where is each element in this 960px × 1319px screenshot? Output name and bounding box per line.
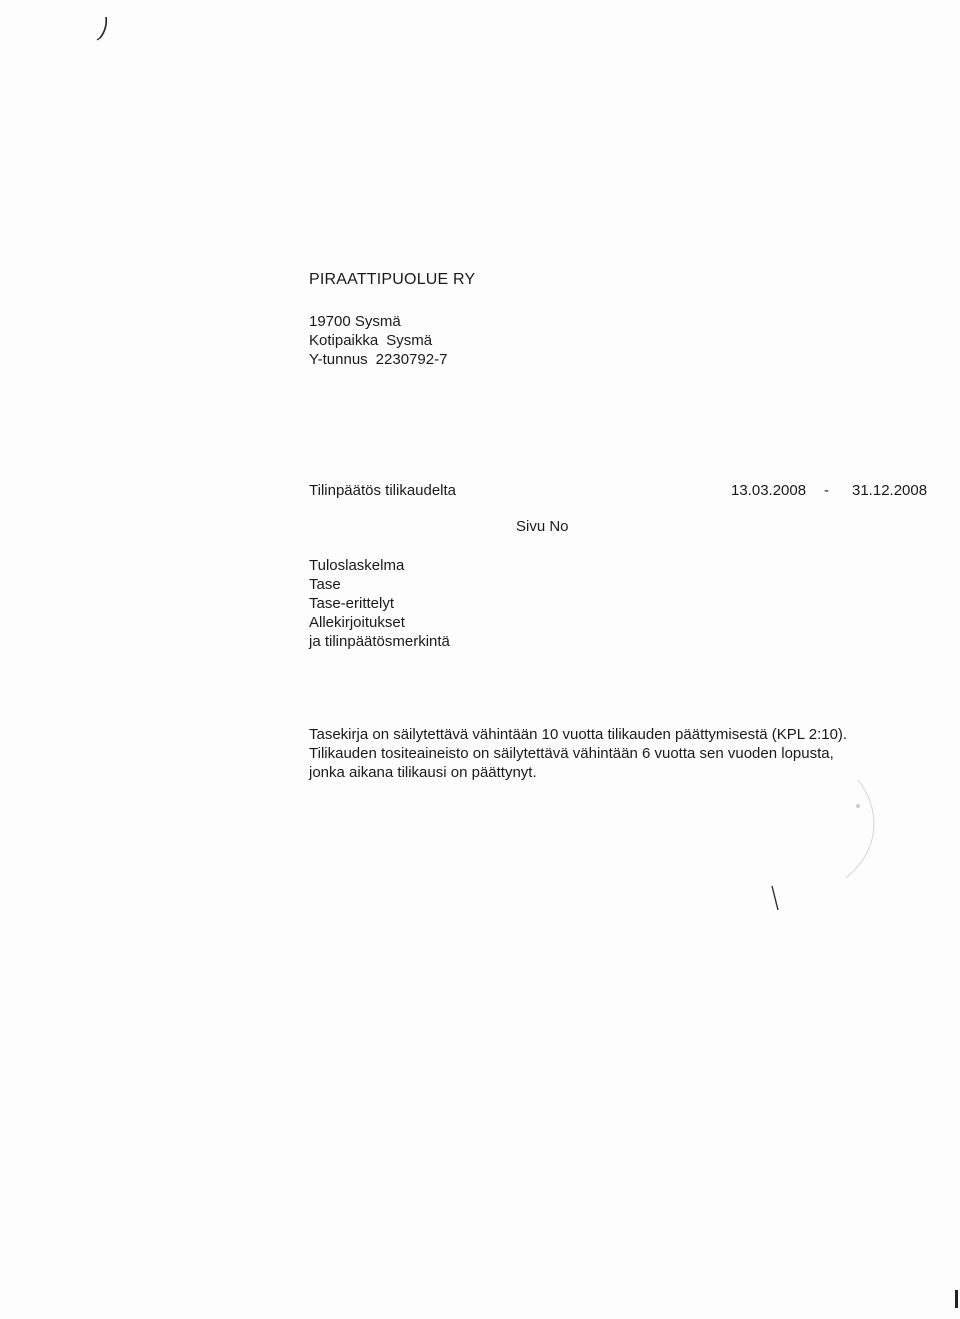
domicile-row: [309, 332, 432, 349]
business-id-row: [309, 351, 447, 368]
contents-item: Tuloslaskelma: [309, 557, 405, 574]
retention-notes: [309, 725, 847, 782]
note-line: jonka aikana tilikausi on päättynyt.: [309, 764, 537, 781]
period-title: Tilinpäätös tilikaudelta: [309, 482, 457, 499]
business-id-label: Y-tunnus: [309, 351, 368, 368]
period-end-date: 31.12.2008: [852, 482, 928, 499]
page-column-header: Sivu No: [516, 518, 569, 535]
period-start-date: 13.03.2008: [731, 482, 807, 499]
scan-edge-mark: [955, 1290, 958, 1308]
postal-address: 19700 Sysmä: [309, 313, 401, 330]
domicile-value: Sysmä: [386, 332, 433, 349]
note-line: Tilikauden tositeaineisto on säilytettävä vähintään 6 vuotta sen vuoden lopusta,: [309, 745, 834, 762]
contents-item: Allekirjoitukset: [309, 614, 405, 631]
scan-artifact-stroke: [768, 884, 782, 914]
organization-name: PIRAATTIPUOLUE RY: [309, 271, 476, 288]
domicile-label: Kotipaikka: [309, 332, 379, 349]
business-id-value: 2230792-7: [375, 351, 448, 368]
period-separator: -: [824, 482, 829, 499]
scan-artifact-curve: [838, 778, 888, 888]
note-line: Tasekirja on säilytettävä vähintään 10 vuotta tilikauden päättymisestä (KPL 2:10).: [309, 726, 848, 743]
contents-item: Tase-erittelyt: [309, 595, 395, 612]
contents-list: [309, 556, 450, 651]
contents-item: Tase: [309, 576, 341, 593]
handwritten-mark-icon: [92, 14, 112, 44]
contents-item: ja tilinpäätösmerkintä: [309, 633, 450, 650]
